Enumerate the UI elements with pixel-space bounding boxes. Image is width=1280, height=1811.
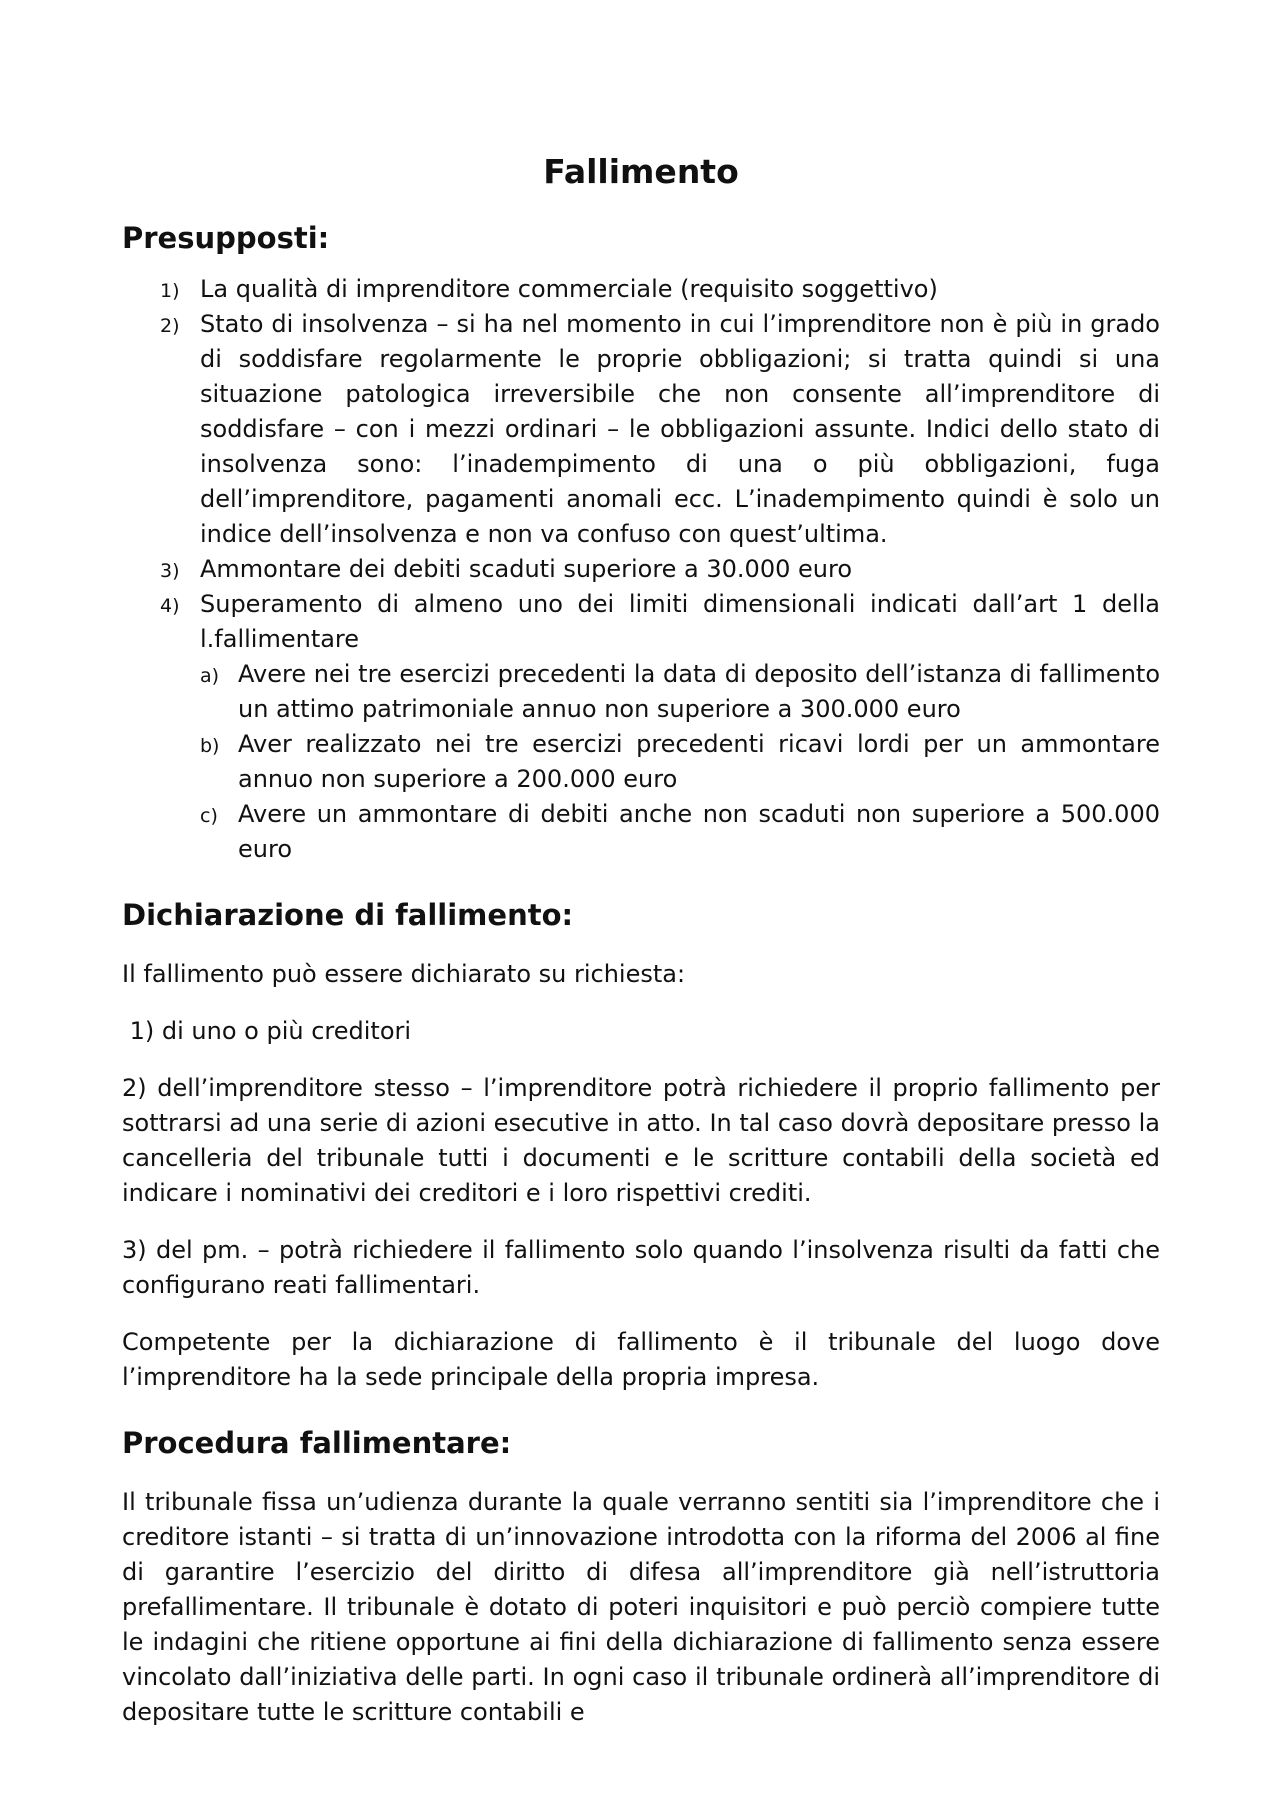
list-item — [122, 272, 1160, 307]
sublist-item-letter: c) — [200, 805, 218, 827]
heading-presupposti: Presupposti: — [122, 221, 330, 255]
presupposti-list — [122, 272, 1160, 867]
list-item — [122, 587, 1160, 867]
paragraph: 1) di uno o più creditori — [122, 1017, 412, 1045]
sublist-item — [122, 727, 1160, 797]
list-item-text: Ammontare dei debiti scaduti superiore a 30.000 euro — [200, 555, 852, 583]
paragraph: Il tribunale fissa un’udienza durante la quale verranno sentiti sia l’imprenditore che i creditore istanti – si tratta di un’innovazione introdotta con la riforma del 2006 al fine di garantire l’esercizio del diritto di difesa all’imprenditore già nell’istruttoria prefallimentare. Il tribunale è dotato di poteri inquisitori e può perciò compiere tutte le indagini che ritiene opportune ai fini della dichiarazione di fallimento senza essere vincolato dall’iniziativa delle parti. In ogni caso il tribunale ordinerà all’imprenditore di depositare tutte le scritture contabili e — [122, 1488, 1160, 1726]
document-title: Fallimento — [543, 152, 739, 191]
sublist-item-letter: a) — [200, 665, 220, 687]
paragraph: Il fallimento può essere dichiarato su richiesta: — [122, 960, 686, 988]
paragraph: 3) del pm. – potrà richiedere il fallimento solo quando l’insolvenza risulti da fatti che configurano reati fallimentari. — [122, 1236, 1160, 1299]
list-item-text: La qualità di imprenditore commerciale (requisito soggettivo) — [200, 275, 938, 303]
heading-procedura: Procedura fallimentare: — [122, 1426, 512, 1460]
paragraph: Competente per la dichiarazione di fallimento è il tribunale del luogo dove l’imprenditore ha la sede principale della propria impresa. — [122, 1328, 1160, 1391]
document-body — [122, 148, 1160, 1730]
list-item-number: 3) — [160, 560, 180, 582]
list-item-number: 2) — [160, 315, 180, 337]
sublist-item-text: Aver realizzato nei tre esercizi precedenti ricavi lordi per un ammontare annuo non superiore a 200.000 euro — [238, 730, 1160, 793]
sublist-item-letter: b) — [200, 735, 220, 757]
list-item-text: Stato di insolvenza – si ha nel momento in cui l’imprenditore non è più in grado di soddisfare regolarmente le proprie obbligazioni; si tratta quindi si una situazione patologica irreversibile che non consente all’imprenditore di soddisfare – con i mezzi ordinari – le obbligazioni assunte. Indici dello stato di insolvenza sono: l’inadempimento di una o più obbligazioni, fuga dell’imprenditore, pagamenti anomali ecc. L’inadempimento quindi è solo un indice dell’insolvenza e non va confuso con quest’ultima. — [200, 310, 1160, 548]
list-item-text: Superamento di almeno uno dei limiti dimensionali indicati dall’art 1 della l.fallimentare — [200, 590, 1160, 653]
sublist-item-text: Avere nei tre esercizi precedenti la data di deposito dell’istanza di fallimento un attimo patrimoniale annuo non superiore a 300.000 euro — [238, 660, 1160, 723]
list-item — [122, 552, 1160, 587]
limiti-sublist — [200, 657, 1160, 867]
heading-dichiarazione: Dichiarazione di fallimento: — [122, 898, 574, 932]
paragraph: 2) dell’imprenditore stesso – l’imprenditore potrà richiedere il proprio fallimento per sottrarsi ad una serie di azioni esecutive in atto. In tal caso dovrà depositare presso la cancelleria del tribunale tutti i documenti e le scritture contabili della società ed indicare i nominativi dei creditori e i loro rispettivi crediti. — [122, 1074, 1160, 1207]
list-item-number: 4) — [160, 595, 180, 617]
sublist-item — [122, 657, 1160, 727]
sublist-item-text: Avere un ammontare di debiti anche non scaduti non superiore a 500.000 euro — [238, 800, 1160, 863]
list-item — [122, 307, 1160, 552]
sublist-item — [122, 797, 1160, 867]
list-item-number: 1) — [160, 280, 180, 302]
